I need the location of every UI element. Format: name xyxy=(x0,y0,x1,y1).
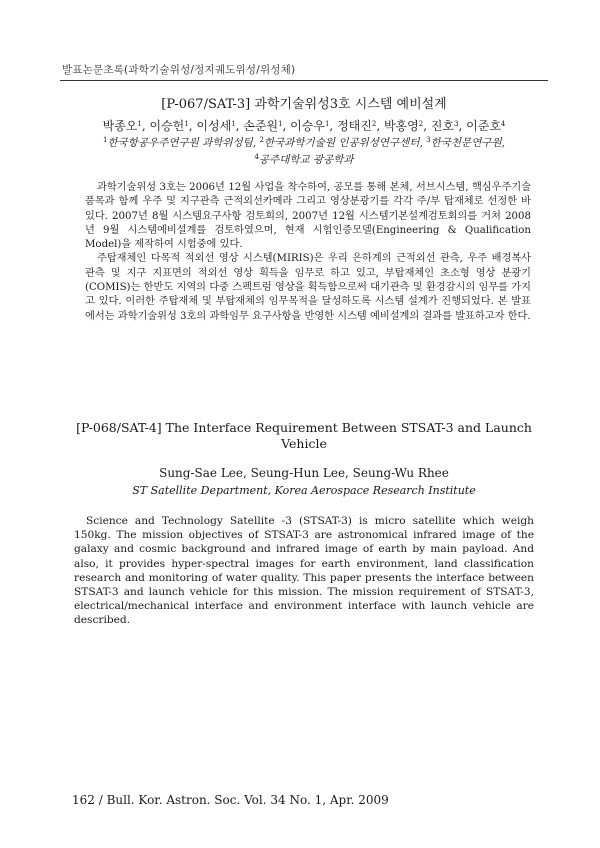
page-footer: 162 / Bull. Kor. Astron. Soc. Vol. 34 No. 1, Apr. 2009 xyxy=(72,793,389,807)
header-divider xyxy=(60,80,548,81)
affiliation-name: 한국항공우주연구원 과학위성팀, xyxy=(107,137,257,149)
paper1-title: [P-067/SAT-3] 과학기술위성3호 시스템 예비설계 xyxy=(161,97,447,112)
affiliation-marker: 4 xyxy=(254,153,259,161)
paper2-affiliation: ST Satellite Department, Korea Aerospace Research Institute xyxy=(132,484,476,497)
author-name: 이승우 xyxy=(290,119,325,133)
author-affiliation-marker: 1 xyxy=(137,120,142,128)
affiliation-marker: 3 xyxy=(426,136,431,144)
affiliation-marker: 1 xyxy=(103,136,108,144)
paper1-abstract-paragraph: 주탑재체인 다목적 적외선 영상 시스템(MIRIS)은 우리 은하계의 근적외선 관측, 우주 배경복사 관측 및 지구 지표면의 적외선 영상 획득을 임무로 하고 있고, 부탑재체인 초소형 영상 분광기(COMIS)는 한반도 지역의 다중 스펙트럼 영상을 획득함으로써 대기관측 및 환경감시의 임무를 가지고 있다. 이러한 주탑재체 및 부탑재체의 임무목적을 달성하도록 시스템 설계가 진행되었다. 본 발표에서는 과학기술위성 3호의 과학임무 요구사항을 반영한 시스템 예비설계의 결과를 발표하고자 한다. xyxy=(85,253,531,322)
affiliation-name: 한국천문연구원, xyxy=(430,137,505,149)
paper1-affiliations xyxy=(60,133,548,167)
author-name: 이승헌 xyxy=(149,119,185,133)
paper2-abstract-paragraph: Science and Technology Satellite -3 (STSAT-3) is micro satellite which weigh 150kg. The mission objectives of STSAT-3 are astronomical infrared image of the galaxy and cosmic background and infrared image of earth by main payload. And also, it provides hyper-spectral images for earth environment, land classification research and monitoring of water quality. This paper presents the interface between STSAT-3 and launch vehicle for this mission. The mission requirement of STSAT-3, electrical/mechanical interface and environment interface with launch vehicle are described. xyxy=(74,515,534,627)
author-name: 이성세 xyxy=(196,119,232,133)
author-affiliation-marker: 1 xyxy=(231,120,236,128)
author-name: 이준호 xyxy=(466,119,501,133)
author-name: 진호 xyxy=(430,119,455,133)
author-affiliation-marker: 3 xyxy=(454,120,459,128)
paper1-abstract-paragraph: 과학기술위성 3호는 2006년 12월 사업을 착수하여, 공모를 통해 본체, 서브시스템, 핵심우주기술 품목과 함께 우주 및 지구관측 근적외선카메라 그리고 영상분광기를 각각 주/부 탑재체로 선정한 바 있다. 2007년 8월 시스템요구사항 검토회의, 2007년 12월 시스템기본설계검토회의를 거쳐 2008년 9월 시스템예비설계를 검토하였으며, 현재 시험인증모델(Engineering & Qualification Model)을 제작하여 시험중에 있다. xyxy=(85,182,531,251)
author-affiliation-marker: 2 xyxy=(371,120,377,128)
paper1-abstract xyxy=(85,181,531,324)
author-affiliation-marker: 2 xyxy=(418,120,424,128)
author-name: 손준원 xyxy=(243,119,279,133)
affiliation-name: 공주대학교 광공학과 xyxy=(258,154,354,166)
author-name: 정태진 xyxy=(337,119,372,133)
paper2-abstract xyxy=(74,514,534,628)
author-affiliation-marker: 4 xyxy=(500,120,506,128)
author-affiliation-marker: 1 xyxy=(324,120,330,128)
author-affiliation-marker: 1 xyxy=(278,120,283,128)
author-name: 박종오 xyxy=(102,119,138,133)
paper2-authors: Sung-Sae Lee, Seung-Hun Lee, Seung-Wu Rhee xyxy=(159,466,449,480)
author-affiliation-marker: 1 xyxy=(184,120,189,128)
running-header: 발표논문초록(과학기술위성/정지궤도위성/위성체) xyxy=(62,64,296,76)
paper1-authors: 박종오$^1$, 이승헌$^1$, 이성세$^1$, 손준원$^1$, 이승우$^1$, 정태진$^2$, 박홍영$^2$, 진호$^3$, 이준호$^4$ xyxy=(102,119,506,133)
author-name: 박홍영 xyxy=(383,119,419,133)
affiliation-name: 한국과학기술원 인공위성연구센터, xyxy=(263,137,423,149)
affiliation-marker: 2 xyxy=(259,136,264,144)
paper2-title: [P-068/SAT-4] The Interface Requirement Between STSAT-3 and Launch Vehicle xyxy=(76,420,532,451)
